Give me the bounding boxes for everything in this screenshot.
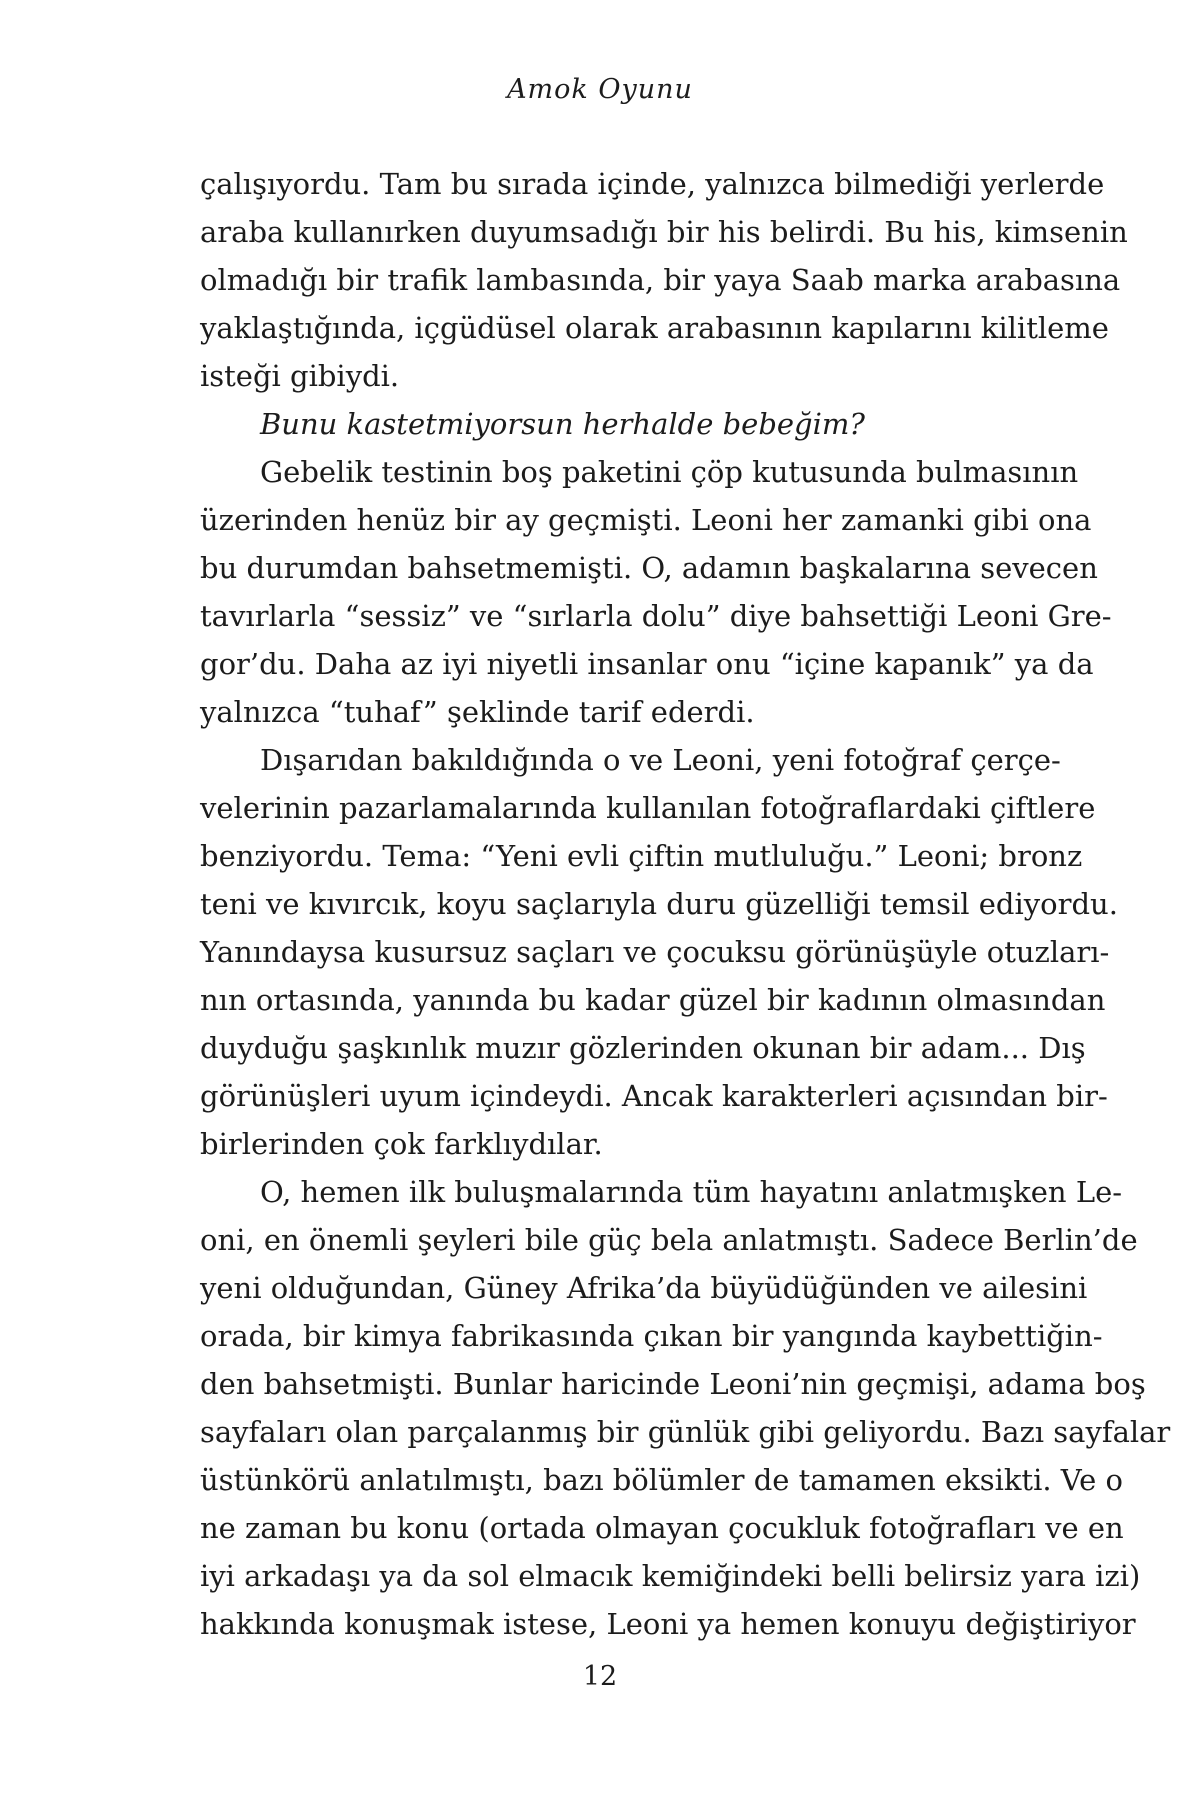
text-line: benziyordu. Tema: “Yeni evli çiftin mutluluğu.” Leoni; bronz	[200, 839, 1083, 873]
italic-thought-line: Bunu kastetmiyorsun herhalde bebeğim?	[260, 407, 865, 441]
text-line: sayfaları olan parçalanmış bir günlük gibi geliyordu. Bazı sayfalar	[200, 1415, 1171, 1449]
text-line: olmadığı bir trafik lambasında, bir yaya Saab marka arabasına	[200, 263, 1121, 297]
text-line: yalnızca “tuhaf” şeklinde tarif ederdi.	[200, 695, 755, 729]
text-line: üstünkörü anlatılmıştı, bazı bölümler de tamamen eksikti. Ve o	[200, 1463, 1123, 1497]
page-number: 12	[582, 1661, 618, 1692]
paragraph-start-line: O, hemen ilk buluşmalarında tüm hayatını anlatmışken Le-	[260, 1175, 1123, 1209]
text-line: teni ve kıvırcık, koyu saçlarıyla duru güzelliği temsil ediyordu.	[200, 887, 1118, 921]
paragraph-start-line: Dışarıdan bakıldığında o ve Leoni, yeni fotoğraf çerçe-	[260, 743, 1061, 777]
text-line: den bahsetmişti. Bunlar haricinde Leoni’nin geçmişi, adama boş	[200, 1367, 1146, 1401]
body-text	[200, 160, 1171, 1648]
text-line: velerinin pazarlamalarında kullanılan fotoğraflardaki çiftlere	[200, 791, 1096, 825]
running-header: Amok Oyunu	[507, 74, 693, 105]
text-line: görünüşleri uyum içindeydi. Ancak karakterleri açısından bir-	[200, 1079, 1108, 1113]
text-line: Yanındaysa kusursuz saçları ve çocuksu görünüşüyle otuzları-	[200, 935, 1110, 969]
text-line: nın ortasında, yanında bu kadar güzel bir kadının olmasından	[200, 983, 1106, 1017]
text-line: yeni olduğundan, Güney Afrika’da büyüdüğünden ve ailesini	[200, 1271, 1088, 1305]
paragraph-start-line: Gebelik testinin boş paketini çöp kutusunda bulmasının	[260, 455, 1079, 489]
text-line: iyi arkadaşı ya da sol elmacık kemiğindeki belli belirsiz yara izi)	[200, 1559, 1141, 1593]
text-line: duyduğu şaşkınlık muzır gözlerinden okunan bir adam... Dış	[200, 1031, 1086, 1065]
text-line: yaklaştığında, içgüdüsel olarak arabasının kapılarını kilitleme	[200, 311, 1109, 345]
text-line: çalışıyordu. Tam bu sırada içinde, yalnızca bilmediği yerlerde	[200, 167, 1105, 201]
text-line: üzerinden henüz bir ay geçmişti. Leoni her zamanki gibi ona	[200, 503, 1092, 537]
text-line: tavırlarla “sessiz” ve “sırlarla dolu” diye bahsettiği Leoni Gre-	[200, 599, 1112, 633]
text-line: birlerinden çok farklıydılar.	[200, 1127, 603, 1161]
text-line: araba kullanırken duyumsadığı bir his belirdi. Bu his, kimsenin	[200, 215, 1128, 249]
text-line: ne zaman bu konu (ortada olmayan çocukluk fotoğrafları ve en	[200, 1511, 1124, 1545]
text-line: gor’du. Daha az iyi niyetli insanlar onu “içine kapanık” ya da	[200, 647, 1094, 681]
text-line: isteği gibiydi.	[200, 359, 400, 393]
text-line: oni, en önemli şeyleri bile güç bela anlatmıştı. Sadece Berlin’de	[200, 1223, 1138, 1257]
text-line: orada, bir kimya fabrikasında çıkan bir yangında kaybettiğin-	[200, 1319, 1103, 1353]
text-line: hakkında konuşmak istese, Leoni ya hemen konuyu değiştiriyor	[200, 1607, 1136, 1641]
text-line: bu durumdan bahsetmemişti. O, adamın başkalarına sevecen	[200, 551, 1098, 585]
